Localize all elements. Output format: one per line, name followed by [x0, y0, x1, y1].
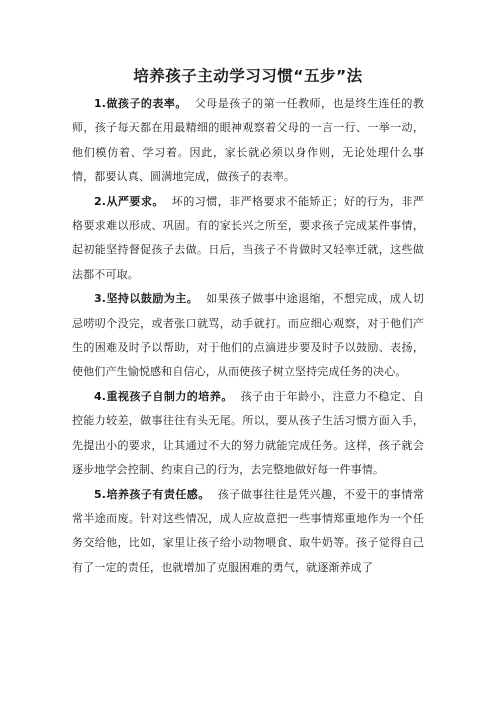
section-2 — [72, 190, 424, 288]
section-2-body: 坏的习惯，非严格要求不能矫正；好的行为，非严格要求难以形成、巩固。有的家长兴之所至，要求孩子完成某件事情，起初能坚持督促孩子去做。日后，当孩子不肯做时又轻率迁就，这些做法都不可取。 — [72, 194, 424, 281]
section-2-heading: 2.从严要求。 — [94, 194, 164, 208]
section-4-heading: 4.重视孩子自制力的培养。 — [94, 389, 233, 403]
section-3-heading: 3.坚持以鼓励为主。 — [94, 292, 199, 306]
section-1 — [72, 92, 424, 190]
document-title: 培养孩子主动学习习惯“五步”法 — [133, 67, 363, 85]
section-3-body: 如果孩子做事中途退缩，不想完成，成人切忌唠叨个没完，或者张口就骂，动手就打。而应细心观察，对于他们产生的困难及时予以帮助，对于他们的点滴进步要及时予以鼓励、表扬，使他们产生愉悦感和自信心，从而使孩子树立坚持完成任务的决心。 — [72, 292, 424, 379]
section-4 — [72, 385, 424, 483]
section-3 — [72, 287, 424, 385]
section-4-body: 孩子由于年龄小，注意力不稳定、自控能力较差，做事往往有头无尾。所以，要从孩子生活习惯方面入手，先提出小的要求，让其通过不大的努力就能完成任务。这样，孩子就会逐步地学会控制、约束自己的行为，去完整地做好每一件事情。 — [72, 389, 424, 477]
section-5-heading: 5.培养孩子有责任感。 — [94, 487, 210, 501]
section-5 — [72, 483, 424, 581]
section-1-body: 父母是孩子的第一任教师，也是终生连任的教师，孩子每天都在用最精细的眼神观察着父母的一言一行、一举一动，他们模仿着、学习着。因此，家长就必须以身作则，无论处理什么事情，都要认真、圆满地完成，做孩子的表率。 — [72, 97, 424, 184]
section-1-heading: 1.做孩子的表率。 — [94, 97, 187, 110]
section-5-body: 孩子做事往往是凭兴趣，不爱干的事情常常半途而废。针对这些情况，成人应故意把一些事情郑重地作为一个任务交给他，比如，家里让孩子给小动物喂食、取牛奶等。孩子觉得自己有了一定的责任，也就增加了克服困难的勇气，就逐渐养成了 — [72, 487, 424, 574]
